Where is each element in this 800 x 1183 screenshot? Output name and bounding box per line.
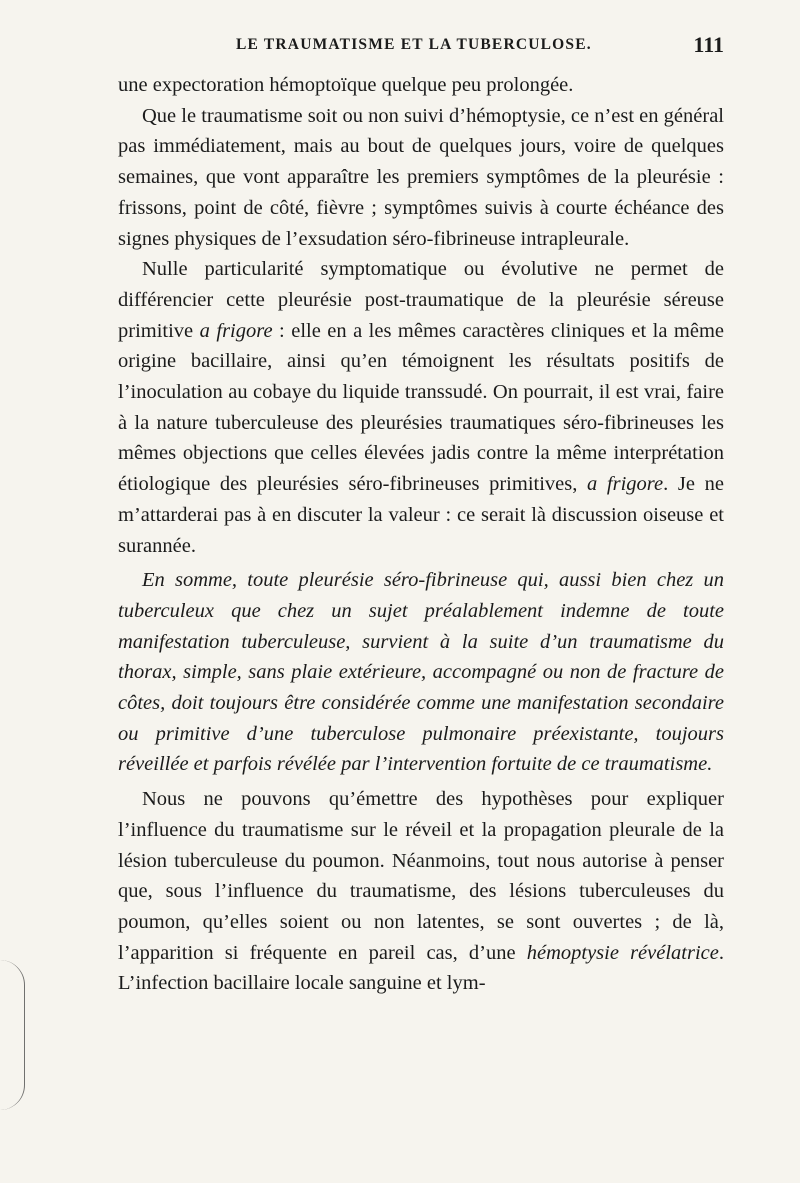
paragraph-text: Nulle particularité symptomatique ou évolutive ne permet de différencier cette pleurésie post-traumatique de la pleurésie séreuse primitive xyxy=(118,258,724,342)
italic-phrase: a frigore xyxy=(587,473,664,496)
body-text xyxy=(118,70,724,999)
paragraph-particularite xyxy=(118,254,724,561)
page-number: 111 xyxy=(693,32,724,57)
paragraph-text: Nous ne pouvons qu’émettre des hypothèses pour expliquer l’influence du traumatisme sur le réveil et la propagation pleurale de la lésion tuberculeuse du poumon. Néanmoins, tout nous autorise à penser que, sous l’influence du traumatisme, des lésions tuberculeuses du poumon, qu’elles soient ou non latentes, se sont ouvertes ; de là, l’apparition si fréquente en pareil cas, d’une xyxy=(118,788,724,964)
paragraph-conclusion: En somme, toute pleurésie séro-fibrineuse qui, aussi bien chez un tuberculeux que chez un sujet préalablement indemne de toute manifestation tuberculeuse, survient à la suite d’un traumatisme du thorax, simple, sans plaie extérieure, accompagné ou non de fracture de côtes, doit toujours être considérée comme une manifestation secondaire ou primitive d’une tuberculose pulmonaire préexistante, toujours réveillée et parfois révélée par l’intervention fortuite de ce traumatisme. xyxy=(118,569,724,776)
paragraph-text: . L’infection bacillaire locale sanguine et lym- xyxy=(118,941,724,995)
paragraph-text: : elle en a les mêmes caractères cliniques et la même origine bacillaire, ainsi qu’en témoignent les résultats positifs de l’inoculation au cobaye du liquide transsudé. On pourrait, il est vrai, faire à la nature tuberculeuse des pleurésies traumatiques séro-fibrineuses les mêmes objections que celles élevées jadis contre la même interprétation étiologique des pleurésies séro-fibrineuses primitives, xyxy=(118,319,725,496)
running-head xyxy=(118,32,724,60)
binding-edge-mark xyxy=(0,960,25,1110)
paragraph-text: . Je ne m’attarderai pas à en discuter la valeur : ce serait là discussion oiseuse et surannée. xyxy=(118,473,724,557)
running-title: LE TRAUMATISME ET LA TUBERCULOSE. xyxy=(236,36,592,53)
italic-phrase: hémoptysie révélatrice xyxy=(526,941,719,964)
paragraph-hypotheses xyxy=(118,784,724,999)
paragraph-continuation: une expectoration hémoptoïque quelque peu prolongée. xyxy=(118,74,574,96)
paragraph-hemoptysie: Que le traumatisme soit ou non suivi d’hémoptysie, ce n’est en général pas immédiatement, mais au bout de quelques jours, voire de quelques semaines, que vont apparaître les premiers symptômes de la pleurésie : frissons, point de côté, fièvre ; symptômes suivis à courte échéance des signes physiques de l’exsudation séro-fibrineuse intrapleurale. xyxy=(118,104,724,250)
italic-phrase: a frigore xyxy=(199,319,273,342)
